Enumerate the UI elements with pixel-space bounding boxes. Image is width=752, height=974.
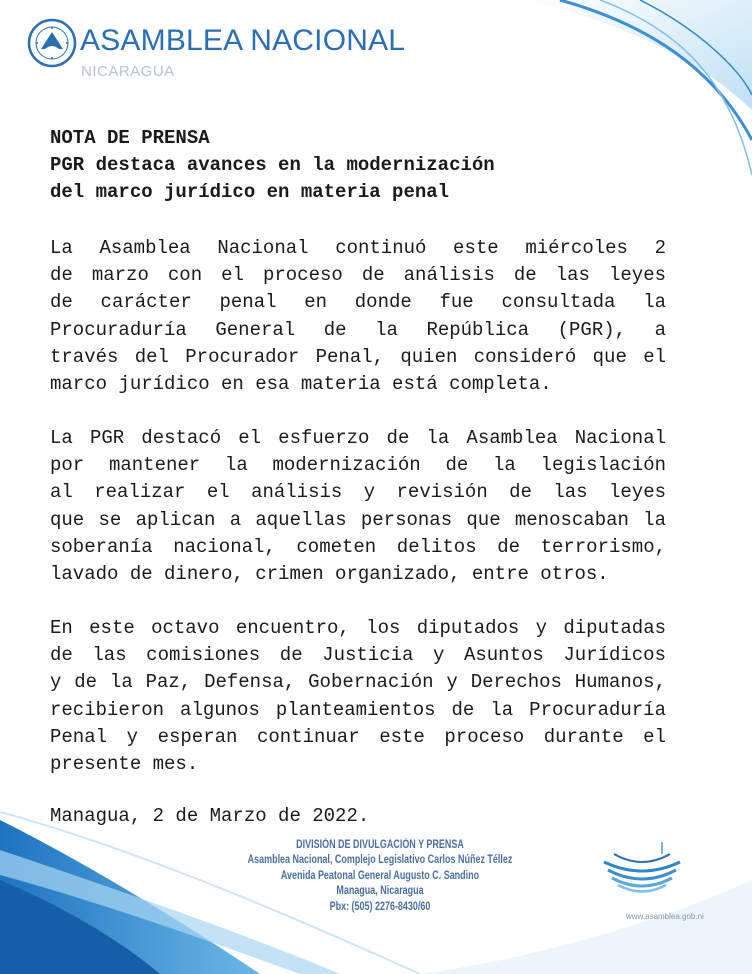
paragraph-line: Procuraduría General de la República (PGR), a <box>50 318 666 341</box>
footer-line: Avenida Peatonal General Augusto C. Sandino <box>280 869 480 882</box>
footer-contact-block <box>247 838 512 915</box>
paragraph-line: marco jurídico en esa materia está completa. <box>50 372 552 395</box>
paragraph-line: En este octavo encuentro, los diputados y diputadas <box>50 617 666 639</box>
footer-line: Managua, Nicaragua <box>336 885 424 898</box>
paragraph-line: de marzo con el proceso de análisis de las leyes <box>50 264 666 287</box>
org-name: ASAMBLEA NACIONAL <box>80 24 406 57</box>
body-paragraph-1 <box>50 235 666 398</box>
paragraph-line: y de la Paz, Defensa, Gobernación y Derechos Humanos, <box>50 671 666 694</box>
national-seal-icon <box>27 18 77 68</box>
assembly-emblem-icon <box>602 840 682 902</box>
paragraph-line: La PGR destacó el esfuerzo de la Asamblea Nacional <box>50 427 666 449</box>
paragraph-line: Penal y esperan continuar este proceso durante el <box>50 725 666 748</box>
org-country: NICARAGUA <box>81 63 175 80</box>
paragraph-line: al realizar el análisis y revisión de las leyes <box>50 481 666 504</box>
paragraph-line: presente mes. <box>50 752 199 775</box>
paragraph-line: La Asamblea Nacional continuó este miércoles 2 <box>50 237 666 259</box>
footer-line: Pbx: (505) 2276-8430/60 <box>329 900 431 913</box>
footer-line: Asamblea Nacional, Complejo Legislativo Carlos Núñez Téllez <box>247 854 513 867</box>
paragraph-line: de carácter penal en donde fue consultada la <box>50 291 666 314</box>
paragraph-line: través del Procurador Penal, quien consideró que el <box>50 345 666 368</box>
release-label: NOTA DE PRENSA <box>50 127 210 149</box>
paragraph-line: lavado de dinero, crimen organizado, entre otros. <box>50 562 609 585</box>
release-title-line-2: del marco jurídico en materia penal <box>50 181 450 203</box>
footer-line: DIVISIÓN DE DIVULGACIÓN Y PRENSA <box>296 839 464 851</box>
website-link[interactable]: www.asamblea.gob.ni <box>626 912 704 921</box>
paragraph-line: por mantener la modernización de la legislación <box>50 454 666 477</box>
paragraph-line: soberanía nacional, cometen delitos de terrorismo, <box>50 535 666 558</box>
dateline: Managua, 2 de Marzo de 2022. <box>50 805 370 827</box>
paragraph-line: de las comisiones de Justicia y Asuntos Jurídicos <box>50 644 666 667</box>
paragraph-line: recibieron algunos planteamientos de la Procuraduría <box>50 698 666 721</box>
paragraph-line: que se aplican a aquellas personas que menoscaban la <box>50 508 666 531</box>
body-paragraph-2 <box>50 425 666 588</box>
release-title-line-1: PGR destaca avances en la modernización <box>50 154 495 176</box>
body-paragraph-3 <box>50 615 666 778</box>
